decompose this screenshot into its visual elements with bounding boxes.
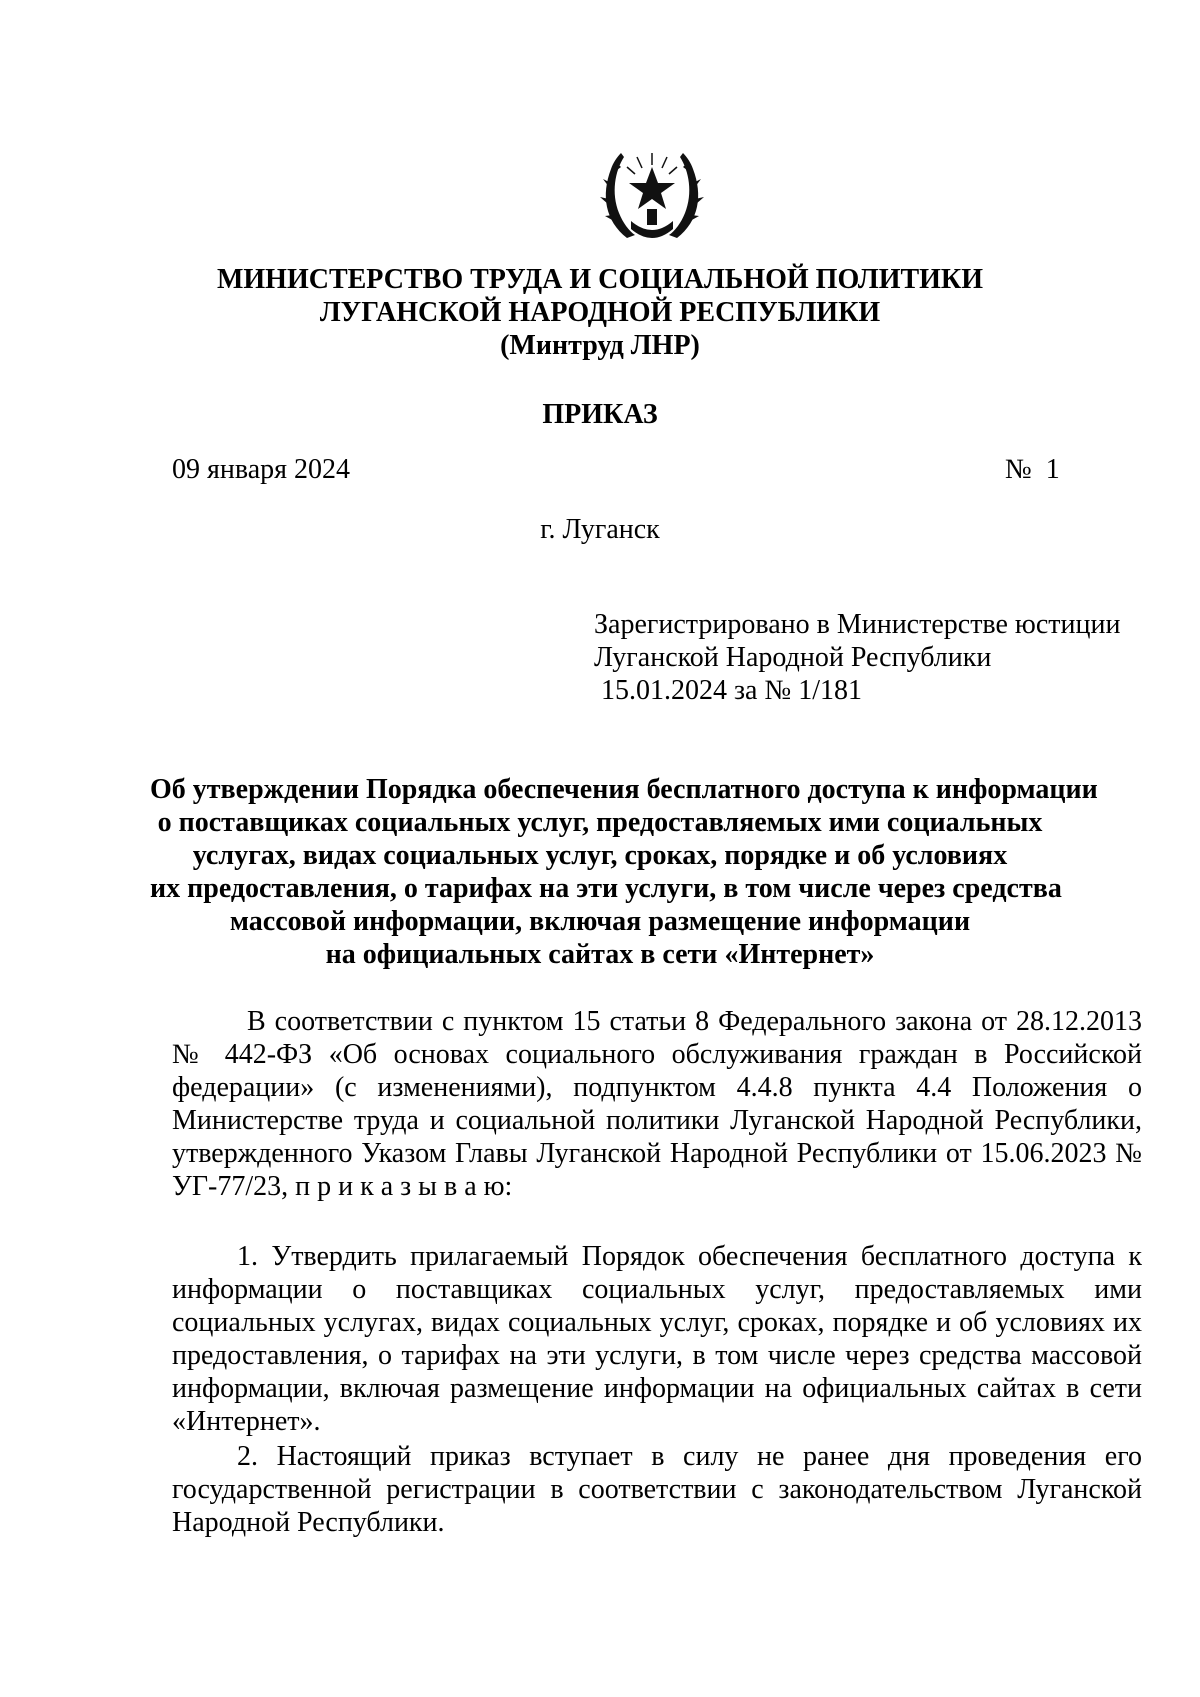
order-date: 09 января 2024: [172, 454, 351, 485]
heading-line: о поставщиках социальных услуг, предоставляемых ими социальных: [157, 807, 1043, 838]
heading-line: услугах, видах социальных услуг, сроках, порядке и об условиях: [192, 840, 1008, 871]
heading-line: их предоставления, о тарифах на эти услуги, в том числе через средства: [150, 873, 1062, 904]
ministry-name-line2: ЛУГАНСКОЙ НАРОДНОЙ РЕСПУБЛИКИ: [319, 297, 881, 328]
heading-line: массовой информации, включая размещение информации: [229, 906, 971, 937]
registration-line1: Зарегистрировано в Министерстве юстиции: [594, 609, 1121, 640]
ministry-name-block: [0, 263, 1200, 362]
ministry-short-name: (Минтруд ЛНР): [500, 330, 700, 361]
order-item-2: 2. Настоящий приказ вступает в силу не ранее дня проведения его государственной регистрации в соответствии с законодательством Луганской Народной Республики.: [172, 1441, 1142, 1538]
coat-of-arms-icon: [597, 143, 707, 248]
order-title: ПРИКАЗ: [542, 399, 658, 430]
registration-line3: 15.01.2024 за № 1/181: [594, 675, 862, 706]
registration-line2: Луганской Народной Республики: [594, 642, 992, 673]
ministry-name-line1: МИНИСТЕРСТВО ТРУДА И СОЦИАЛЬНОЙ ПОЛИТИКИ: [216, 264, 984, 295]
order-number: № 1: [1005, 454, 1060, 485]
heading-line: Об утверждении Порядка обеспечения бесплатного доступа к информации: [150, 774, 1098, 805]
order-city: г. Луганск: [540, 514, 660, 545]
registration-stamp: [594, 608, 1120, 707]
heading-line: на официальных сайтах в сети «Интернет»: [325, 939, 875, 970]
legal-basis-paragraph: В соответствии с пунктом 15 статьи 8 Федерального закона от 28.12.2013 № 442-ФЗ «Об основах социального обслуживания граждан в Российской федерации» (с изменениями), подпунктом 4.4.8 пункта 4.4 Положения о Министерстве труда и социальной политики Луганской Народной Республики, утвержденного Указом Главы Луганской Народной Республики от 15.06.2023 № УГ-77/23, п р и к а з ы в а ю:: [172, 1006, 1142, 1202]
document-heading: [150, 773, 1098, 971]
order-item-1: 1. Утвердить прилагаемый Порядок обеспечения бесплатного доступа к информации о поставщиках социальных услуг, предоставляемых ими социальных услугах, видах социальных услуг, сроках, порядке и об условиях их предоставления, о тарифах на эти услуги, в том числе через средства массовой информации, включая размещение информации на официальных сайтах в сети «Интернет».: [172, 1241, 1142, 1437]
